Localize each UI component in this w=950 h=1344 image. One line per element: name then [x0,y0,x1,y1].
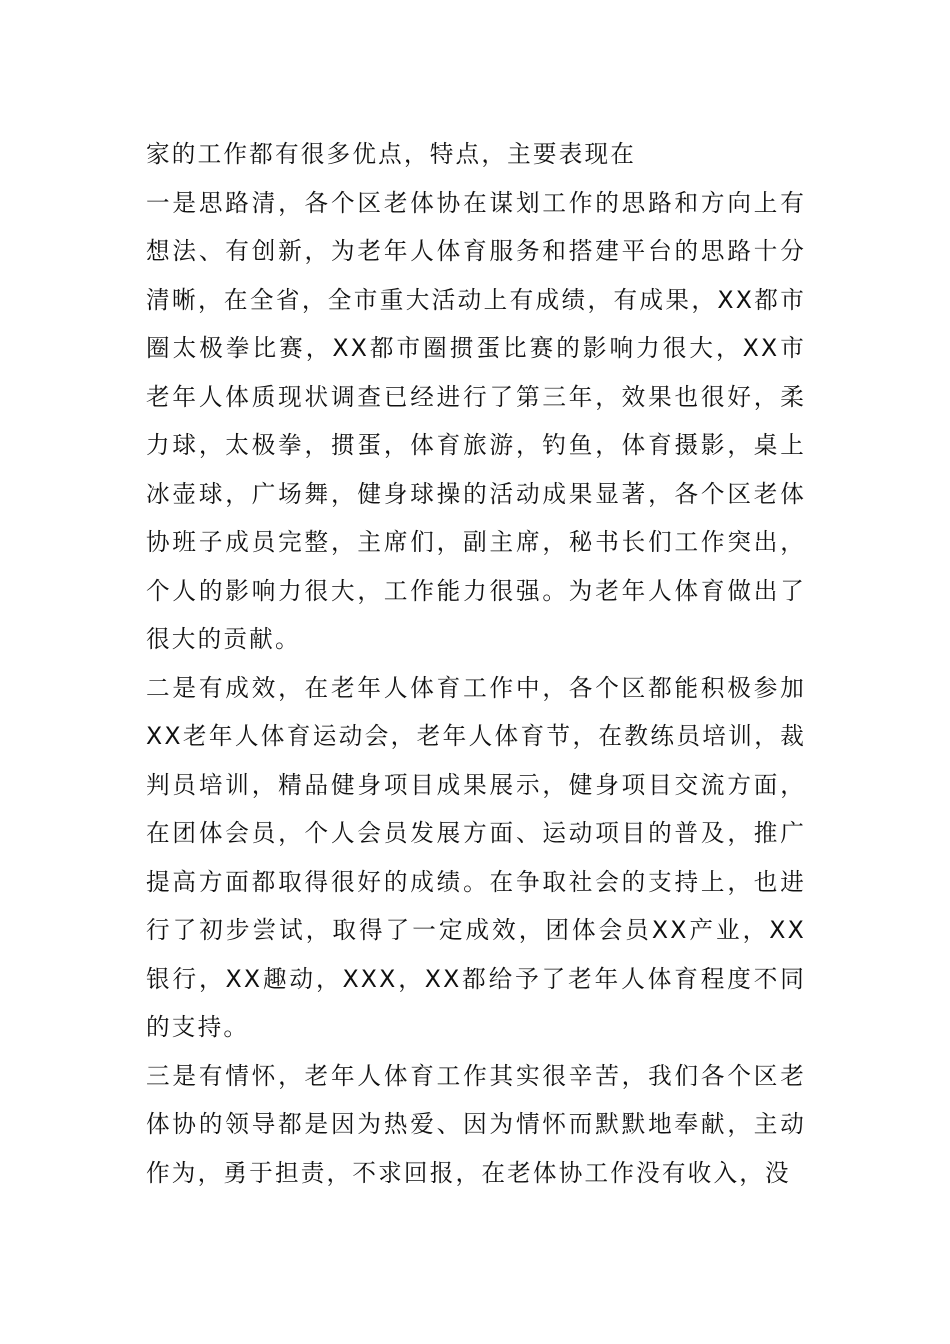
paragraph-3: 二是有成效，在老年人体育工作中，各个区都能积极参加XX老年人体育运动会，老年人体育节，在教练员培训，裁判员培训，精品健身项目成果展示，健身项目交流方面，在团体会员，个人会员发展方面、运动项目的普及，推广提高方面都取得很好的成绩。在争取社会的支持上，也进行了初步尝试，取得了一定成效，团体会员XX产业，XX银行，XX趣动，XXX，XX都给予了老年人体育程度不同的支持。 [146,673,806,1041]
document-body [146,130,806,1197]
paragraph-1: 家的工作都有很多优点，特点，主要表现在 [146,140,637,168]
paragraph-2: 一是思路清，各个区老体协在谋划工作的思路和方向上有想法、有创新，为老年人体育服务和搭建平台的思路十分清晰，在全省，全市重大活动上有成绩，有成果，XX都市圈太极拳比赛，XX都市圈掼蛋比赛的影响力很大，XX市老年人体质现状调查已经进行了第三年，效果也很好，柔力球，太极拳，掼蛋，体育旅游，钓鱼，体育摄影，桌上冰壶球，广场舞，健身球操的活动成果显著，各个区老体协班子成员完整，主席们，副主席，秘书长们工作突出，个人的影响力很大，工作能力很强。为老年人体育做出了很大的贡献。 [146,188,806,653]
paragraph-4: 三是有情怀，老年人体育工作其实很辛苦，我们各个区老体协的领导都是因为热爱、因为情怀而默默地奉献，主动作为，勇于担责，不求回报，在老体协工作没有收入，没 [146,1061,806,1187]
